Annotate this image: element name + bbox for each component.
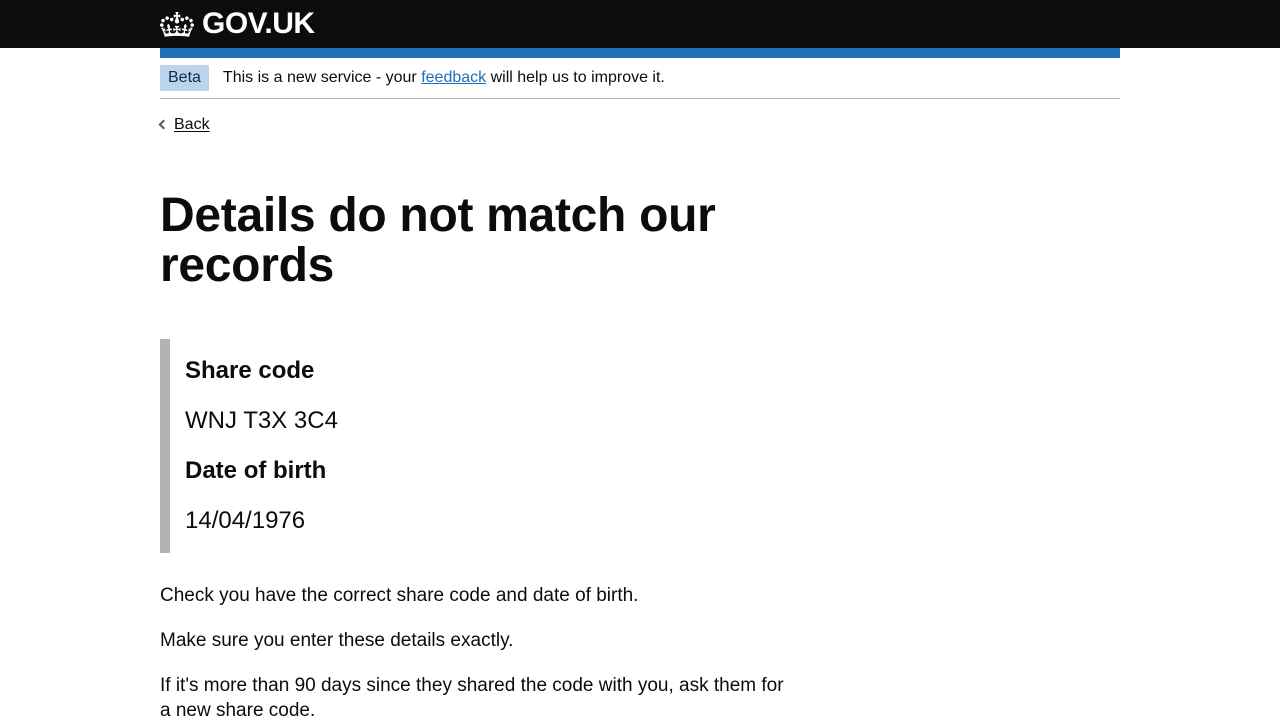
phase-banner — [160, 58, 1120, 99]
phase-banner-text — [223, 68, 665, 88]
govuk-logo-link[interactable] — [160, 7, 315, 41]
govuk-logo-text: GOV.UK — [202, 7, 315, 40]
paragraph-enter-exactly: Make sure you enter these details exactly. — [160, 630, 514, 651]
govuk-header — [0, 0, 1280, 48]
feedback-link[interactable]: feedback — [421, 69, 487, 86]
header-bottom-border — [160, 48, 1120, 58]
beta-tag: Beta — [160, 65, 209, 91]
share-code-label: Share code — [185, 357, 315, 384]
back-link[interactable] — [160, 115, 210, 135]
page-title: Details do not match our records — [160, 189, 716, 292]
paragraph-90-days: If it's more than 90 days since they shared the code with you, ask them for a new share code. — [160, 675, 784, 721]
main-content — [160, 191, 795, 723]
back-link-label: Back — [174, 116, 210, 133]
paragraph-check-details: Check you have the correct share code and date of birth. — [160, 585, 639, 606]
details-summary-inset — [160, 339, 795, 553]
date-of-birth-value: 14/04/1976 — [185, 507, 306, 534]
phase-text-before: This is a new service - your — [222, 69, 422, 86]
share-code-value: WNJ T3X 3C4 — [185, 407, 338, 434]
chevron-left-icon — [159, 120, 169, 130]
date-of-birth-label: Date of birth — [185, 457, 327, 484]
crown-icon — [160, 12, 194, 37]
phase-text-after: will help us to improve it. — [486, 69, 665, 86]
